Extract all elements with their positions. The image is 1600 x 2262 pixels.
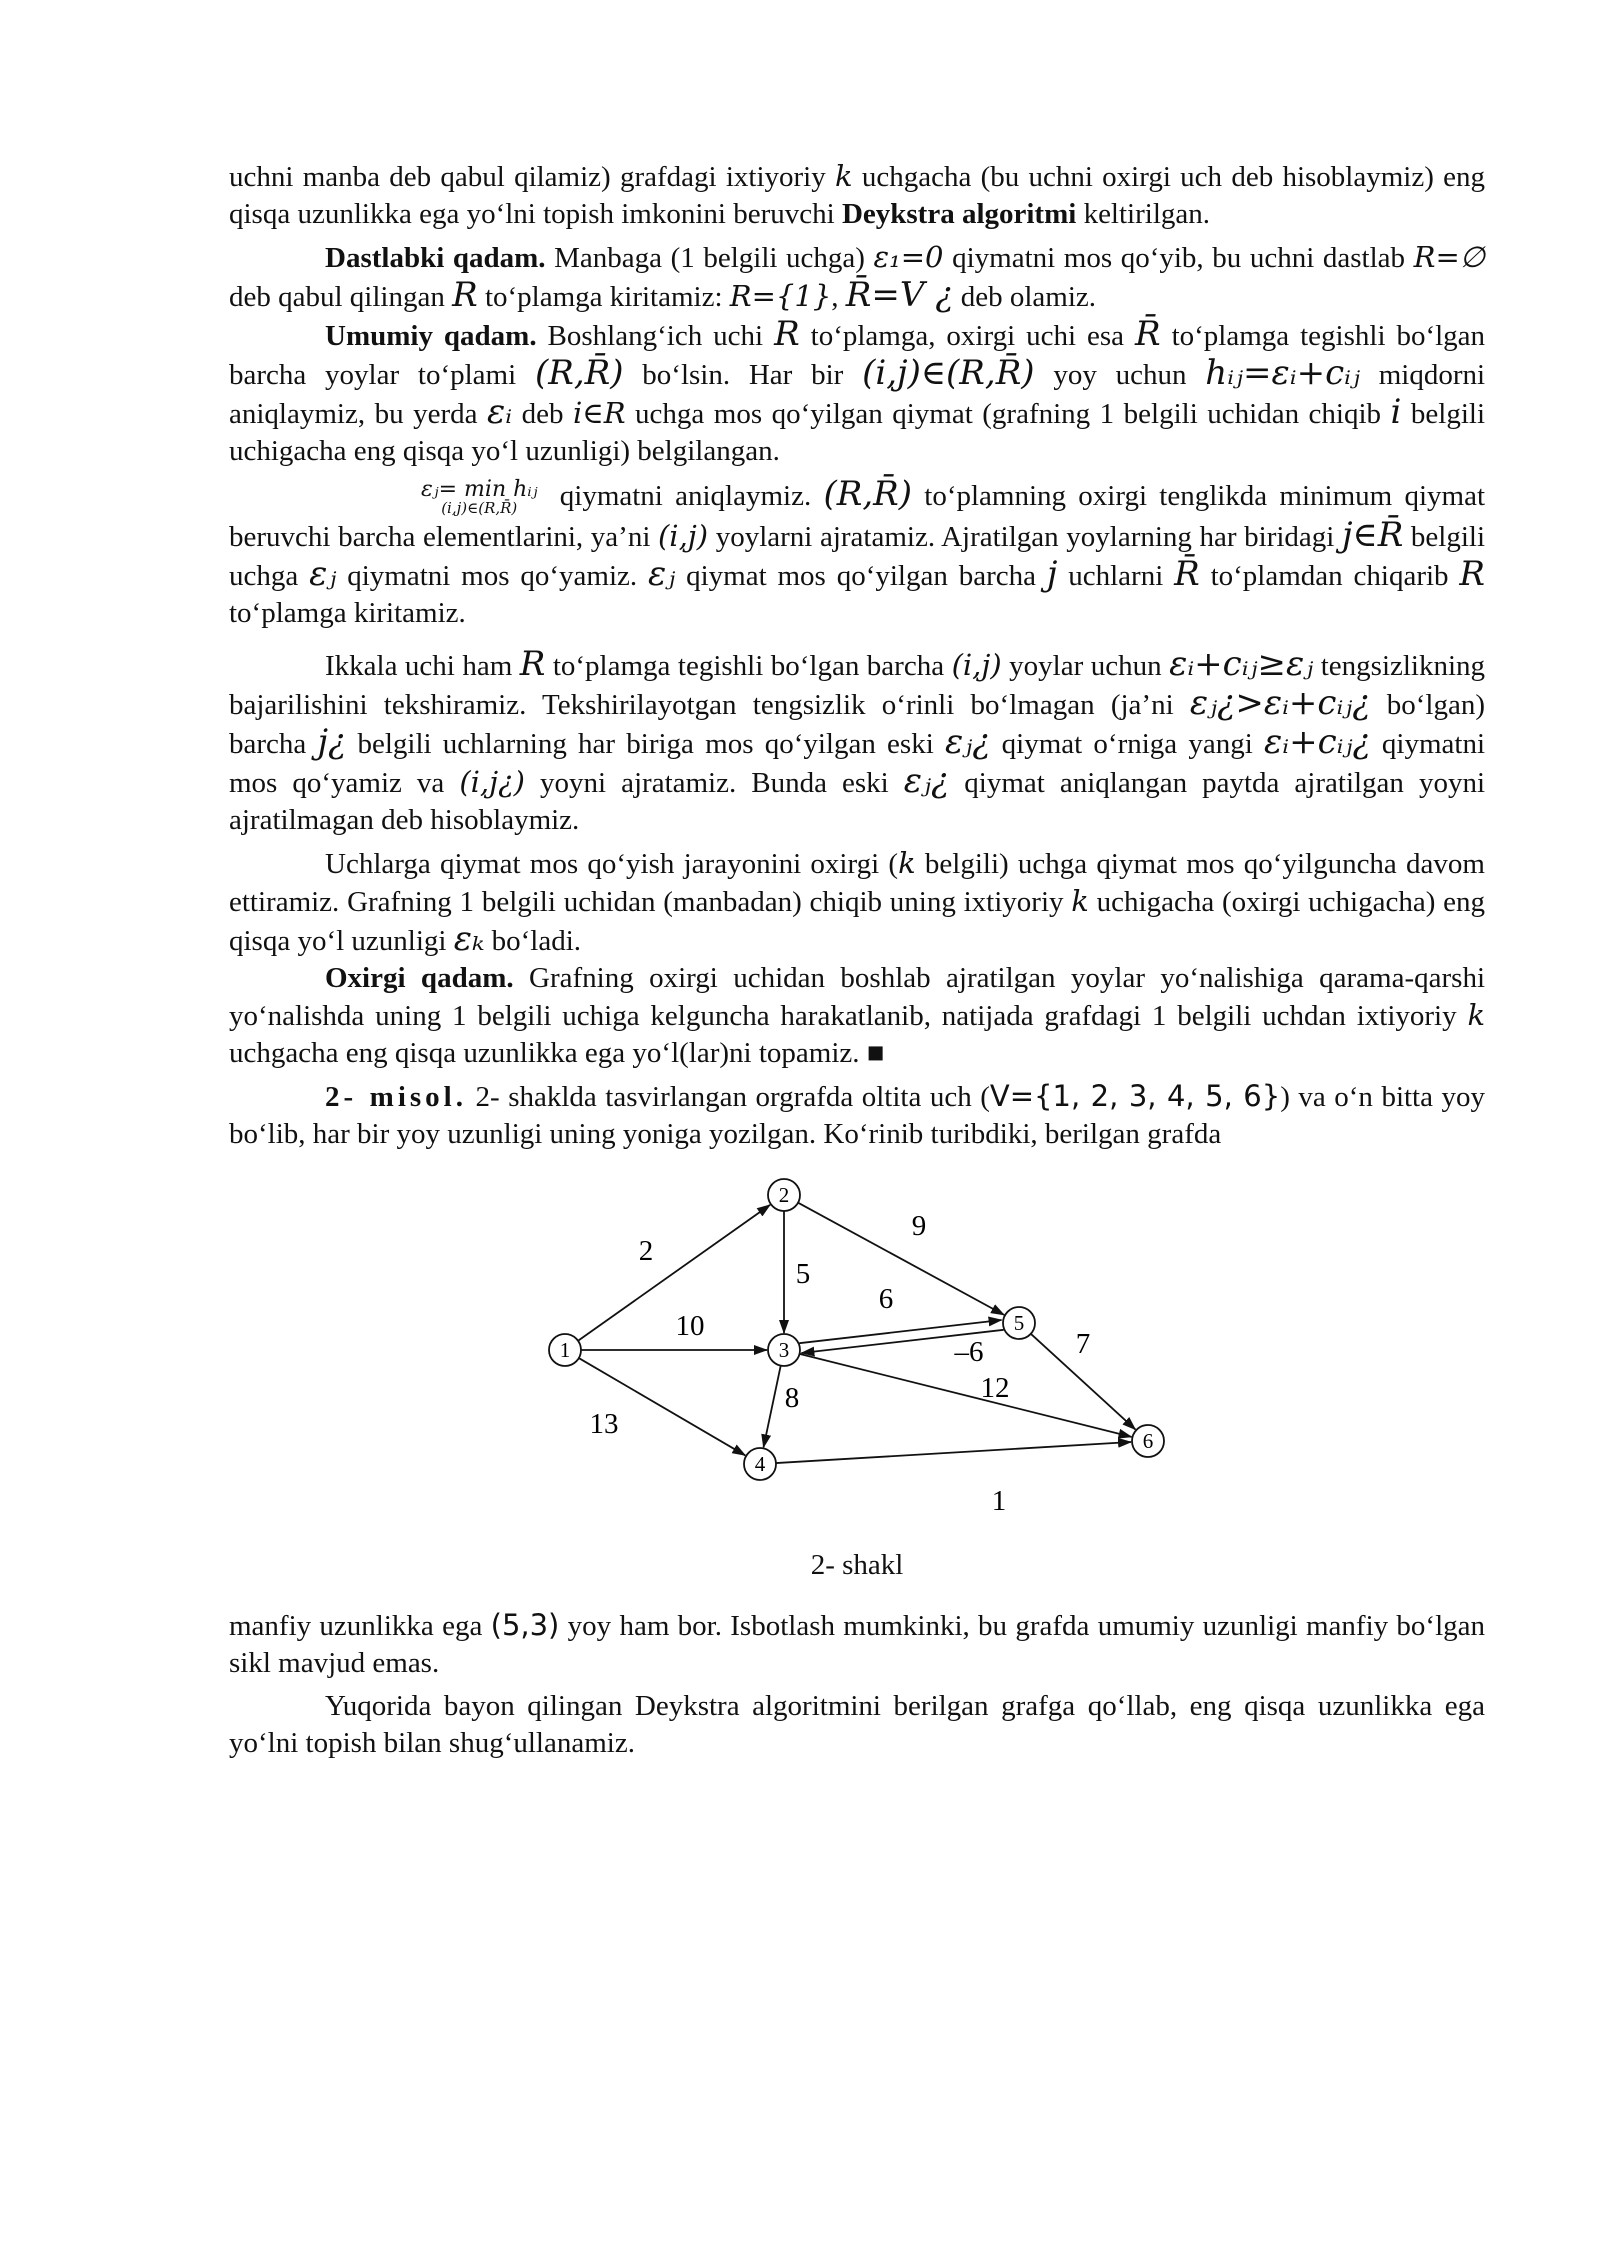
paragraph-example: 2- misol. 2- shaklda tasvirlangan orgrafda oltita uch (V={1, 2, 3, 4, 5, 6}) va o‘n bitta yoy bo‘lib, har bir yoy uzunligi uning yoniga yozilgan. Ko‘rinib turibdiki, berilgan grafda <box>229 1078 1486 1150</box>
math-r-set: R={1} <box>729 279 832 313</box>
graph-node-label-3: 3 <box>778 1337 790 1362</box>
graph-node-label-6: 6 <box>1142 1428 1154 1453</box>
graph-node-label-4: 4 <box>754 1451 766 1476</box>
math-min-formula: εⱼ= min hᵢⱼ (i,j)∈(R,R̄) <box>421 476 538 517</box>
math-eps-j: εⱼ¿ <box>903 760 950 801</box>
math-arc-set: (R,R̄) <box>534 353 624 393</box>
math-eps-j: εⱼ <box>309 553 337 594</box>
math-eps-k: εₖ <box>453 918 485 959</box>
math-r: R <box>1459 553 1486 594</box>
math-r-bar: R̄ <box>1174 553 1200 594</box>
math-k: k <box>834 159 853 193</box>
edge-4-6 <box>776 1442 1131 1463</box>
graph-diagram <box>229 1165 1485 1565</box>
math-r-bar: R̄=V ¿ <box>845 275 954 315</box>
math-ij: (i,j) <box>657 518 709 553</box>
graph-figure <box>229 1165 1485 1595</box>
edge-weight-2-3: 5 <box>795 1257 811 1290</box>
math-arc-5-3: (5,3) <box>490 1607 560 1642</box>
edge-weight-5-3: –6 <box>954 1335 984 1368</box>
math-eps-j: εⱼ <box>648 553 676 594</box>
math-r-bar: R̄ <box>1135 314 1161 354</box>
example-heading: 2- misol. <box>325 1080 467 1113</box>
math-k: k <box>898 845 916 880</box>
edge-2-5 <box>795 1202 1004 1314</box>
edge-weight-3-4: 8 <box>784 1381 800 1414</box>
paragraph-initial-step: Dastlabki qadam. Manbaga (1 belgili uchga) ε₁=0 qiymatni mos qo‘yib, bu uchni dastlab R=∅ deb qabul qilingan R to‘plamga kiritamiz: R={1}, R̄=V ¿ deb olamiz. <box>229 240 1486 315</box>
math-k: k <box>1467 997 1486 1032</box>
math-arc: (i,j¿) <box>459 764 525 799</box>
edge-weight-3-5: 6 <box>878 1282 894 1315</box>
edge-3-4 <box>764 1366 781 1448</box>
math-vertex-set: V={1, 2, 3, 4, 5, 6} <box>989 1078 1281 1113</box>
edge-weight-1-2: 2 <box>638 1234 654 1267</box>
edge-weight-1-4: 13 <box>589 1407 619 1440</box>
math-eps1: ε₁=0 <box>873 240 944 274</box>
math-violated: εⱼ¿>εᵢ+cᵢⱼ¿ <box>1189 682 1371 723</box>
graph-node-label-1: 1 <box>559 1337 571 1362</box>
edge-1-4 <box>579 1358 746 1455</box>
step-heading: Dastlabki qadam. <box>325 242 546 274</box>
math-h-ij: hᵢⱼ=εᵢ+cᵢⱼ <box>1205 353 1360 393</box>
math-i-in-r: i∈R <box>572 396 626 430</box>
edge-weight-5-6: 7 <box>1075 1327 1091 1360</box>
math-eps-i: εᵢ <box>486 392 513 432</box>
math-r: R <box>452 275 478 315</box>
paragraph-negative-arc: manfiy uzunlikka ega (5,3) yoy ham bor. Isbotlash mumkinki, bu grafda umumiy uzunligi manfiy bo‘lgan sikl mavjud emas. <box>229 1607 1486 1679</box>
graph-node-label-2: 2 <box>778 1182 790 1207</box>
math-r: R <box>519 643 546 684</box>
figure-caption: 2- shakl <box>810 1548 904 1581</box>
step-heading: Oxirgi qadam. <box>325 961 514 994</box>
math-j: j¿ <box>317 721 347 762</box>
edge-weight-1-3: 10 <box>675 1309 705 1342</box>
step-heading: Umumiy qadam. <box>325 320 537 352</box>
paragraph-inequality: Ikkala uchi ham R to‘plamga tegishli bo‘lgan barcha (i,j) yoylar uchun εᵢ+cᵢⱼ≥εⱼ tengsizlikning bajarilishini tekshiramiz. Tekshirilayotgan tengsizlik o‘rinli bo‘lmagan (ja’ni εⱼ¿>εᵢ+cᵢⱼ¿ bo‘lgan) barcha j¿ belgili uchlarning har biriga mos qo‘yilgan eski εⱼ¿ qiymat o‘rniga yangi εᵢ+cᵢⱼ¿ qiymatni mos qo‘yamiz va (i,j¿) yoyni ajratamiz. Bunda eski εⱼ¿ qiymat aniqlangan paytda ajratilgan yoyni ajratilmagan deb hisoblaymiz. <box>229 643 1486 836</box>
math-ij: (i,j) <box>951 647 1002 682</box>
edge-weight-3-6: 12 <box>980 1371 1010 1404</box>
term-deykstra: Deykstra algoritmi <box>841 198 1077 230</box>
paragraph-intro: uchni manba deb qabul qilamiz) grafdagi ixtiyoriy k uchgacha (bu uchni oxirgi uch deb hisoblaymiz) eng qisqa uzunlikka ega yo‘lni topish imkonini beruvchi Deykstra algoritmi keltirilgan. <box>229 159 1485 230</box>
graph-node-label-5: 5 <box>1013 1310 1025 1335</box>
math-arc-membership: (i,j)∈(R,R̄) <box>862 353 1035 393</box>
math-inequality: εᵢ+cᵢⱼ≥εⱼ <box>1169 643 1314 684</box>
math-eps-j: εⱼ¿ <box>944 721 991 762</box>
math-k: k <box>1071 883 1089 918</box>
math-i: i <box>1390 392 1402 432</box>
paragraph-final-step: Oxirgi qadam. Grafning oxirgi uchidan boshlab ajratilgan yoylar yo‘nalishiga qarama-qarshi yo‘nalishda uning 1 belgili uchiga kelguncha harakatlanib, natijada grafdagi 1 belgili uchdan ixtiyoriy k uchgacha eng qisqa uzunlikka ega yo‘l(lar)ni topamiz. ■ <box>229 961 1486 1069</box>
paragraph-repeat: Uchlarga qiymat mos qo‘yish jarayonini oxirgi (k belgili) uchga qiymat mos qo‘yilguncha davom ettiramiz. Grafning 1 belgili uchidan (manbadan) chiqib uning ixtiyoriy k uchigacha (oxirgi uchigacha) eng qisqa yo‘l uzunligi εₖ bo‘ladi. <box>229 845 1486 959</box>
edge-1-2 <box>578 1205 770 1341</box>
paragraph-minimum: εⱼ= min hᵢⱼ (i,j)∈(R,R̄) qiymatni aniqlaymiz. (R,R̄) to‘plamning oxirgi tenglikda minimum qiymat beruvchi barcha elementlarini, ya’ni (i,j) yoylarni ajratamiz. Ajratilgan yoylarning har biridagi j∈R̄ belgili uchga εⱼ qiymatni mos qo‘yamiz. εⱼ qiymat mos qo‘yilgan barcha j uchlarni R̄ to‘plamdan chiqarib R to‘plamga kiritamiz. <box>229 474 1486 629</box>
paragraph-general-step: Umumiy qadam. Boshlang‘ich uchi R to‘plamga, oxirgi uchi esa R̄ to‘plamga tegishli bo‘lgan barcha yoylar to‘plami (R,R̄) bo‘lsin. Har bir (i,j)∈(R,R̄) yoy uchun hᵢⱼ=εᵢ+cᵢⱼ miqdorni aniqlaymiz, bu yerda εᵢ deb i∈R uchga mos qo‘yilgan qiymat (grafning 1 belgili uchidan chiqib i belgili uchigacha eng qisqa yo‘l uzunligi) belgilangan. <box>229 314 1486 467</box>
math-arc-set: (R,R̄) <box>823 474 913 514</box>
math-new-value: εᵢ+cᵢⱼ¿ <box>1264 721 1371 762</box>
paragraph-apply: Yuqorida bayon qilingan Deykstra algoritmini berilgan grafga qo‘llab, eng qisqa uzunlikka ega yo‘lni topish bilan shug‘ullanamiz. <box>229 1689 1485 1759</box>
math-j: j <box>1046 553 1058 594</box>
math-r: R <box>774 314 800 354</box>
math-j-in-rbar: j∈R̄ <box>1341 514 1404 555</box>
document-page <box>229 158 1485 1762</box>
math-r-empty: R=∅ <box>1413 240 1486 274</box>
edge-weight-4-6: 1 <box>991 1484 1007 1517</box>
edge-weight-2-5: 9 <box>911 1209 927 1242</box>
